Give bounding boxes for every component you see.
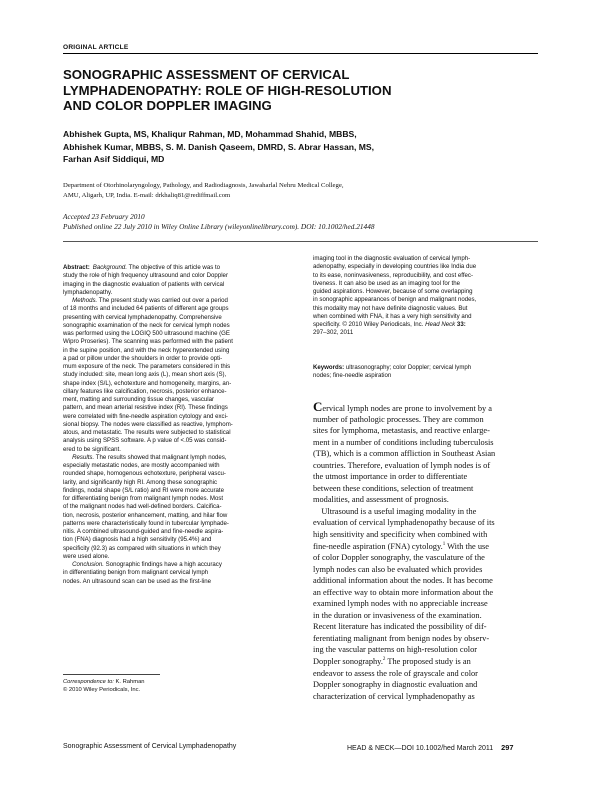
body-line: Ultrasound is a useful imaging modality in the — [313, 506, 477, 516]
citation-pages: 297–302, 2011 — [313, 329, 354, 337]
abstract-line — [63, 404, 292, 412]
body-line — [313, 399, 541, 414]
correspondence-name: K. Rahman — [113, 679, 145, 685]
abstract-line — [63, 363, 292, 371]
keywords-line: nodes; fine-needle aspiration — [313, 372, 392, 380]
body-line-text: ervical lymph nodes are prone to involvement by a — [322, 404, 492, 413]
abstract-line-text: specificity (92.3) as compared with situations in which they — [63, 544, 221, 552]
abstract-line — [63, 305, 292, 313]
abstract-line — [63, 421, 292, 429]
author-line: Farhan Asif Siddiqui, MD — [63, 154, 165, 165]
body-line: sites for lymphoma, metastasis, and reactive enlarge- — [313, 426, 490, 436]
abstract-line: imaging tool in the diagnostic evaluation of cervical lymph- — [313, 255, 471, 262]
abstract-line: tiveness. It can also be used as an imaging tool for the — [313, 279, 461, 287]
accepted-date: Accepted 23 February 2010 — [63, 212, 145, 221]
body-line-text: The proposed study is an — [385, 657, 471, 667]
abstract-line-text: Wipro Proseries). The scanning was performed with the patient — [63, 338, 233, 346]
abstract-line-text: tion (FNA) diagnosis had a high sensitivity (95.4%) and — [63, 536, 212, 544]
publication-dates — [63, 212, 533, 232]
body-line-text: With the use — [445, 541, 489, 551]
journal-name: Head Neck — [425, 321, 456, 328]
reference-superscript: 1 — [442, 541, 446, 547]
body-line-text: fine-needle aspiration (FNA) cytology. — [313, 541, 443, 551]
abstract-line — [63, 429, 292, 437]
abstract-line-text: specificity. — [313, 321, 341, 328]
body-line: endeavor to assess the role of grayscale and color — [313, 668, 478, 678]
copyright-note: © 2010 Wiley Periodicals, Inc. — [340, 321, 426, 328]
body-line — [313, 656, 541, 668]
running-title: Sonographic Assessment of Cervical Lymphadenopathy — [63, 743, 237, 750]
keywords-label: Keywords: — [313, 364, 345, 371]
abstract-line — [63, 272, 292, 280]
abstract-line-text: The results showed that malignant lymph nodes, — [94, 453, 227, 461]
abstract-line — [63, 380, 292, 388]
abstract-line — [63, 264, 292, 272]
abstract-line-text: ered to be significant. — [63, 445, 121, 453]
abstract-line-text: sional biopsy. The nodes were classified as reactive, lymphom- — [63, 420, 233, 428]
body-line: in the duration or invasiveness of the examination. — [313, 610, 482, 620]
body-line: of color Doppler sonography, the vasculature of the — [313, 553, 485, 563]
body-line: countries. Therefore, evaluation of lymph nodes is of — [313, 460, 491, 470]
abstract-line-text: Sonographic findings have a high accuracy — [103, 561, 222, 568]
abstract-line — [313, 321, 541, 329]
abstract-line — [63, 479, 292, 487]
body-line-text: Doppler sonography. — [313, 657, 383, 667]
section-label: ORIGINAL ARTICLE — [63, 44, 129, 51]
header-divider — [63, 241, 538, 242]
abstract-line-text: findings, nodal shape (S/L ratio) and RI were more accurate — [63, 486, 225, 494]
abstract-section-heading: Background. — [92, 264, 128, 271]
abstract-line: adenopathy, especially in developing countries like India due — [313, 263, 477, 271]
body-line — [313, 541, 541, 553]
abstract-line-text: ment, matting and surrounding tissue changes, vascular — [63, 396, 215, 403]
abstract-line — [63, 388, 292, 396]
body-line: characterization of cervical lymphadenopathy as — [313, 691, 475, 701]
keywords — [313, 364, 541, 381]
reference-superscript: 2 — [382, 657, 386, 663]
journal-footer — [347, 743, 514, 752]
abstract-line — [63, 495, 292, 503]
abstract-line: to its ease, noninvasiveness, reproducibility, and cost effec- — [313, 271, 473, 279]
author-line: Abhishek Kumar, MBBS, S. M. Danish Qaseem, DMRD, S. Abrar Hassan, MS, — [63, 141, 375, 152]
abstract-line — [63, 553, 292, 561]
body-line: Recent literature has indicated the possibility of dif- — [313, 622, 487, 632]
abstract-line-text: The objective of this article was to — [127, 264, 221, 271]
abstract-line — [63, 281, 292, 289]
abstract-continuation — [313, 255, 541, 338]
body-line: lymph nodes can also be evaluated which provides — [313, 564, 483, 574]
abstract-line — [63, 520, 292, 528]
abstract-line-text: cillary features like calcification, necrosis, posterior enhance- — [63, 387, 227, 395]
footnote-rule — [63, 674, 160, 675]
abstract-line — [63, 512, 292, 520]
abstract-line-text: especially metastatic nodes, are mostly accompanied with — [63, 462, 220, 469]
abstract-line-text: mum exposure of the neck. The parameters considered in this — [63, 363, 231, 370]
abstract-line-text: a pad or pillow under the shoulders in order to provide opti- — [63, 354, 223, 362]
title-line: AND COLOR DOPPLER IMAGING — [63, 98, 272, 113]
abstract-line-text: rounded shape, homogenous echotexture, peripheral vascu- — [63, 470, 226, 478]
abstract-line — [63, 371, 292, 379]
abstract-line-text: were correlated with fine-needle aspiration cytology and exci- — [63, 412, 228, 420]
keywords-text: ultrasonography; color Doppler; cervical lymph — [344, 364, 472, 371]
abstract-line — [63, 578, 292, 586]
abstract-line-text: of 18 months and included 64 patients of different age groups — [63, 305, 229, 313]
abstract-line: this modality may not have definite diagnostic values. But — [313, 304, 468, 312]
abstract-line-text: larity, and significantly high RI. Among these sonographic — [63, 478, 218, 486]
body-line: Doppler sonography in diagnostic evaluation and — [313, 680, 478, 690]
abstract-line — [63, 413, 292, 421]
body-line: ferentiating malignant from benign nodes by observ- — [313, 633, 490, 643]
abstract-section-heading: Methods. — [72, 297, 98, 304]
abstract-line-text: study the role of high frequency ultrasound and color Doppler — [63, 272, 228, 280]
body-line: high sensitivity and specificity when combined with — [313, 530, 488, 540]
author-line: Abhishek Gupta, MS, Khaliqur Rahman, MD, Mohammad Shahid, MBBS, — [63, 129, 357, 139]
abstract-line — [63, 396, 292, 404]
body-line: the utmost importance in order to differentiate — [313, 472, 468, 482]
body-line: examined lymph nodes with no appreciable increase — [313, 599, 488, 609]
abstract-line-text: analysis using SPSS software. A p value of <.05 was consid- — [63, 437, 227, 445]
abstract-section-heading: Conclusion. — [72, 561, 104, 568]
abstract-line — [63, 289, 292, 297]
abstract-line: guided aspirations. However, because of some overlapping — [313, 288, 473, 295]
abstract-line-text: study included: site, mean long axis (L), mean short axis (S), — [63, 371, 227, 379]
abstract-line — [63, 454, 292, 462]
abstract-line-text: imaging in the diagnostic evaluation of patients with cervical — [63, 280, 225, 288]
abstract-line — [63, 470, 292, 478]
abstract-line — [63, 536, 292, 544]
journal-info: HEAD & NECK—DOI 10.1002/hed March 2011 — [347, 745, 494, 752]
body-line: between these conditions, selection of treatment — [313, 483, 474, 493]
body-line: modalities, and assessment of prognosis. — [313, 495, 449, 505]
body-line: an effective way to obtain more information about the — [313, 587, 494, 597]
title-line: LYMPHADENOPATHY: ROLE OF HIGH-RESOLUTION — [63, 82, 392, 98]
abstract-line-text: was performed using the LOGIQ 500 ultrasound machine (GE — [63, 330, 230, 337]
drop-cap: C — [313, 399, 323, 414]
abstract-line-text: patterns were characteristically found in tubercular lymphade- — [63, 519, 229, 527]
abstract-line-text: nitis. A combined ultrasound-guided and fine-needle aspira- — [63, 528, 224, 535]
body-line: ing the vascular patterns on high-resolution color — [313, 645, 478, 655]
abstract-line — [63, 569, 292, 577]
abstract-label: Abstract: — [63, 264, 90, 271]
abstract-line — [63, 446, 292, 454]
abstract-section-heading: Results. — [72, 453, 95, 461]
body-text — [313, 399, 541, 702]
abstract-line: in sonographic appearances of benign and malignant nodes, — [313, 296, 477, 304]
body-line: ment in a number of conditions including tuberculosis — [313, 437, 494, 447]
affiliation-line: AMU, Aligarh, UP, India. E-mail: drkhaliq81@rediffmail.com — [63, 191, 231, 199]
top-rule — [63, 53, 538, 54]
correspondence-label: Correspondence to: — [63, 679, 114, 685]
abstract-line-text: for differentiating benign from malignant lymph nodes. Most — [63, 495, 224, 502]
abstract-line — [63, 561, 292, 569]
abstract-line-text: lymphadenopathy. — [63, 288, 113, 296]
abstract — [63, 264, 292, 586]
abstract-line-text: nodes. An ultrasound scan can be used as the first-line — [63, 577, 212, 585]
abstract-line-text: pattern, and mean arterial resistive index (RI). These findings — [63, 404, 228, 412]
abstract-line — [63, 462, 292, 470]
published-date: Published online 22 July 2010 in Wiley Online Library (wileyonlinelibrary.com). DOI: 10.1002/hed.21448 — [63, 222, 375, 231]
body-line: evaluation of cervical lymphadenopathy because of its — [313, 518, 495, 528]
body-line: additional information about the nodes. It has become — [313, 576, 493, 586]
abstract-line — [63, 528, 292, 536]
abstract-line-text: tion, necrosis, posterior enhancement, matting, and hilar flow — [63, 511, 228, 519]
abstract-line-text: atous, and metastatic. The results were subjected to statistical — [63, 429, 231, 436]
footnote-copyright: © 2010 Wiley Periodicals, Inc. — [63, 687, 141, 693]
abstract-line-text: were used alone. — [63, 552, 110, 560]
affiliation — [63, 181, 523, 200]
abstract-line-text: shape index (S/L), echotexture and homogeneity, margins, an- — [63, 379, 232, 387]
footnote — [63, 678, 145, 694]
abstract-line-text: in the supine position, and with the neck hyperextended using — [63, 346, 230, 354]
abstract-line-text: The present study was carried out over a period — [97, 297, 228, 304]
article-title — [63, 67, 483, 114]
keywords-line — [313, 364, 541, 372]
abstract-line — [63, 487, 292, 495]
journal-volume: 33: — [455, 321, 466, 328]
title-line: SONOGRAPHIC ASSESSMENT OF CERVICAL — [63, 67, 350, 82]
abstract-line — [63, 330, 292, 338]
body-line: (TB), which is a common affliction in Southeast Asian — [313, 449, 496, 459]
abstract-line — [63, 503, 292, 511]
body-line: number of pathologic processes. They are common — [313, 414, 484, 424]
abstract-line — [63, 347, 292, 355]
affiliation-line: Department of Otorhinolaryngology, Pathology, and Radiodiagnosis, Jawaharlal Nehru Medical College, — [63, 182, 344, 189]
abstract-line — [63, 314, 292, 322]
abstract-line — [63, 338, 292, 346]
correspondence — [63, 678, 145, 686]
abstract-line — [63, 355, 292, 363]
author-list — [63, 128, 523, 166]
abstract-line — [63, 545, 292, 553]
abstract-line — [63, 297, 292, 305]
abstract-line-text: sonographic examination of the neck for cervical lymph nodes — [63, 321, 230, 329]
abstract-line: when combined with FNA, it has a very high sensitivity and — [313, 312, 472, 320]
abstract-line — [63, 437, 292, 445]
page-number: 297 — [501, 743, 514, 752]
abstract-line-text: in differentiating benign from malignant cervical lymph — [63, 569, 209, 577]
abstract-line-text: presenting with cervical lymphadenopathy. Comprehensive — [63, 313, 222, 321]
abstract-line — [63, 322, 292, 330]
abstract-line-text: of the malignant nodes had well-defined borders. Calcifica- — [63, 503, 222, 511]
